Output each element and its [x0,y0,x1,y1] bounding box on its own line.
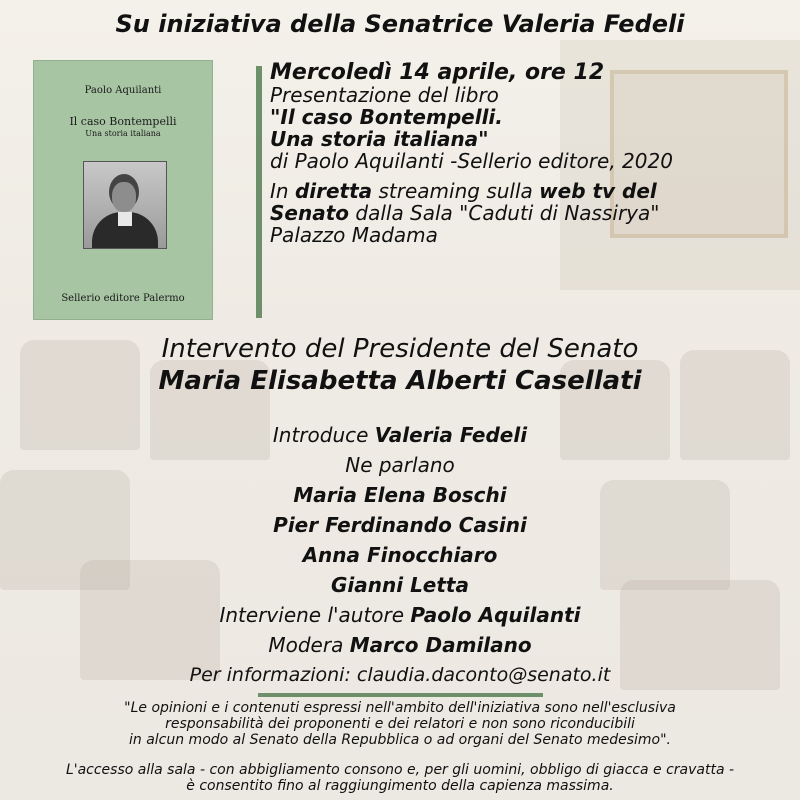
event-date: Mercoledì 14 aprile, ore 12 [270,60,605,85]
disclaimer [0,700,800,748]
disclaimer-line: responsabilità dei proponenti e dei relatori e non sono riconducibili [165,716,635,732]
event-info [270,62,790,246]
contact-info [0,664,800,686]
program-introduce: Introduce Valeria Fedeli [272,423,528,447]
book-author: Paolo Aquilanti [84,85,162,96]
event-book-title-1: "Il caso Bontempelli. [270,105,503,129]
streaming-senato: Senato [270,201,350,225]
book-subtitle: Una storia italiana [85,129,161,138]
event-byline: di Paolo Aquilanti -Sellerio editore, 2020 [270,149,673,173]
streaming-webtv-link: web tv del [539,179,657,203]
book-cover [33,60,213,320]
access-line: è consentito fino al raggiungimento della capienza massima. [186,778,614,794]
event-palazzo: Palazzo Madama [270,223,438,247]
president-name: Maria Elisabetta Alberti Casellati [158,366,642,396]
speaker: Anna Finocchiaro [302,543,498,567]
program-interviene: Interviene l'autore Paolo Aquilanti [219,603,581,627]
speaker: Pier Ferdinando Casini [273,513,527,537]
program-list [0,420,800,660]
event-streaming-line1: In diretta streaming sulla web tv del [270,179,657,203]
disclaimer-line: "Le opinioni e i contenuti espressi nell'ambito dell'iniziativa sono nell'esclusiva [124,700,676,716]
speaker: Gianni Letta [331,573,469,597]
speaker: Maria Elena Boschi [293,483,507,507]
disclaimer-line: in alcun modo al Senato della Repubblica o ad organi del Senato medesimo". [128,732,671,748]
event-book-title-2: Una storia italiana" [270,127,489,151]
book-title: Il caso Bontempelli [69,115,177,128]
program-ne-parlano: Ne parlano [345,453,455,477]
access-notice [0,762,800,794]
event-streaming-line2: Senato dalla Sala "Caduti di Nassirya" [270,201,660,225]
contact-email-link[interactable]: claudia.daconto@senato.it [356,664,611,686]
contact-label: Per informazioni: [189,664,357,686]
accent-vertical-bar [256,66,262,318]
book-publisher: Sellerio editore Palermo [61,293,185,304]
accent-horizontal-line [258,693,543,697]
author-portrait [83,161,167,249]
program-modera: Modera Marco Damilano [268,633,532,657]
event-presentation: Presentazione del libro [270,83,499,107]
streaming-diretta: diretta [294,179,373,203]
access-line: L'accesso alla sala - con abbigliamento consono e, per gli uomini, obbligo di giacca e cravatta - [65,762,735,778]
president-intro: Intervento del Presidente del Senato [161,334,639,364]
header-title: Su iniziativa della Senatrice Valeria Fedeli [115,10,685,38]
